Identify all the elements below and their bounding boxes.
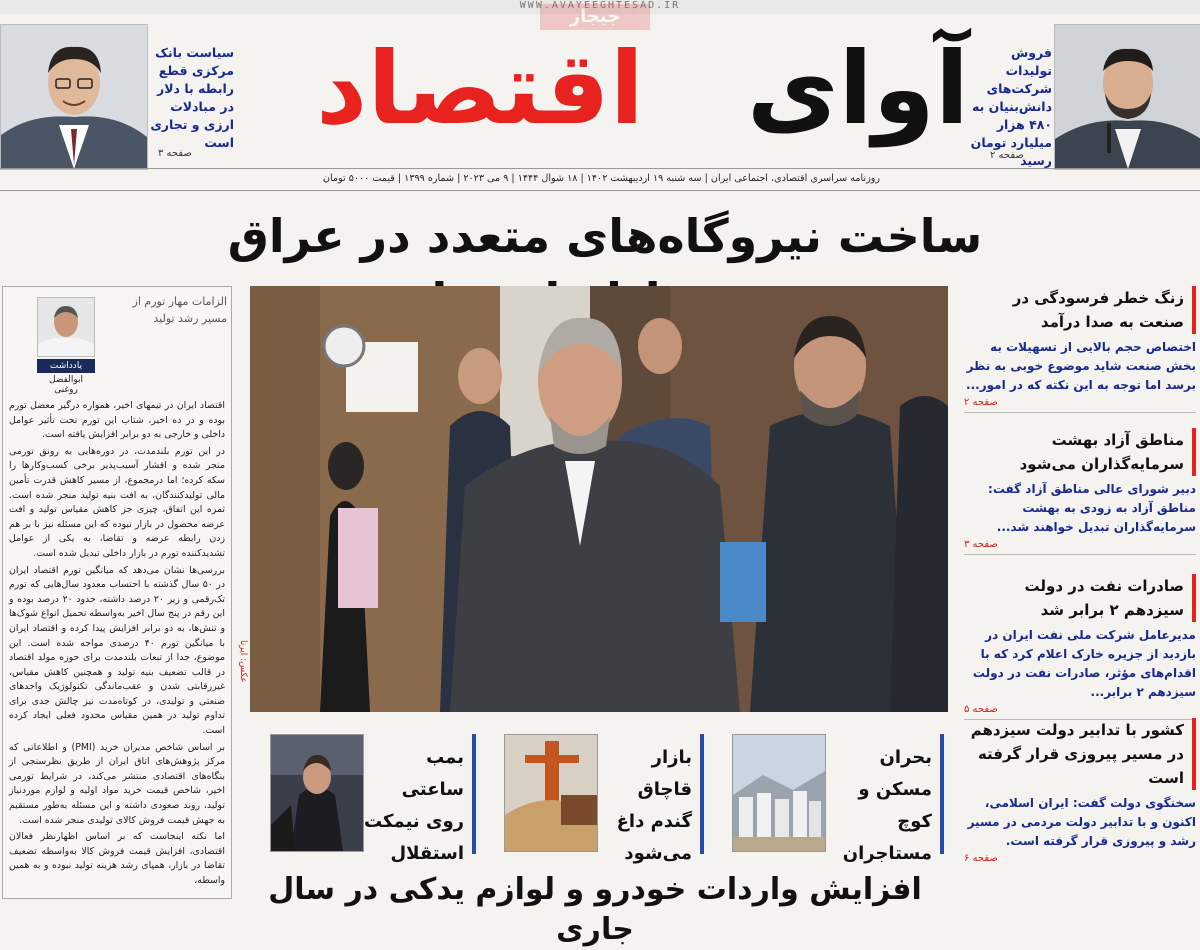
editorial-paragraph: اما نکته اینجاست که بر اساس اظهارنظر فعالان اقتصادی، افزایش قیمت فروش کالا به‌واسطه تضعیف تقاضا در بازار، همپای رشد هزینه تولید نبوده و به همین واسطه،: [9, 831, 225, 886]
box-image-wheat: [504, 734, 598, 852]
box-title[interactable]: بمب ساعتی روی نیمکت استقلال: [363, 747, 464, 864]
right-story-deck: دبیر شورای عالی مناطق آزاد گفت: مناطق آزاد به زودی به بهشت سرمایه‌گذاران تبدیل خواهند شد...: [988, 482, 1196, 534]
right-story-headline[interactable]: زنگ خطر فرسودگی در صنعت به صدا درآمد: [964, 286, 1196, 334]
editorial-paragraph: اقتصاد ایران در تیمهای اخیر، همواره درگیر معضل تورم بوده و در ده اخیر، شتاب این تورم تحت تأثیر عوامل داخلی و خارجی به دو برابر افزایش یافته است.: [9, 400, 225, 441]
editorial-body: [9, 399, 225, 891]
editorial-paragraph: در این تورم بلندمدت، در دوره‌هایی به رونق تورمی منجر شده و اقشار آسیب‌پذیر برخی کسب‌وکارها را سکه کرده؛ اما درمجموع، از مسیر کاهش قدرت تأمین مالی تولیدکنندگان، به افت بنیه تولید منجر شده است. ثمره این اتفاق، چیزی جز کاهش مقیاس تولید و افت عرضه محصول در بازار نبوده که این مسئله نیز با بر هم زدن رابطه عرضه و تقاضا، به یکی از عوامل تشدیدکننده تورم در بازار داخلی تبدیل شده است.: [9, 445, 225, 559]
archive-stamp: جیجار: [540, 4, 650, 30]
box-image-housing: [732, 734, 826, 852]
right-story-divider: [964, 554, 1196, 555]
right-story-headline[interactable]: صادرات نفت در دولت سیزدهم ۲ برابر شد: [964, 574, 1196, 622]
side-left-portrait: [0, 24, 148, 170]
editorial-column: [2, 286, 232, 899]
right-story[interactable]: [964, 718, 1196, 864]
right-story-deck: مدیرعامل شرکت ملی نفت ایران در بازدید از جزیره خارک اعلام کرد که با اقدام‌های مؤثر، صادرات نفت در دولت سیزدهم ۲ برابر...: [972, 628, 1196, 699]
right-story-headline[interactable]: کشور با تدابیر دولت سیزدهم در مسیر پیروزی قرار گرفته است: [964, 718, 1196, 790]
right-story-page[interactable]: صفحه ۶: [964, 853, 998, 864]
right-story[interactable]: [964, 428, 1196, 555]
masthead-title-red: اقتصاد: [316, 30, 644, 147]
box-accent-bar: [940, 734, 944, 854]
editorial-paragraph: بررسی‌ها نشان می‌دهد که میانگین تورم اقتصاد ایران در ۵۰ سال گذشته با احتساب معدود سال‌هایی که تورم تک‌رقمی و زیر ۲۰ درصد داشته، حدود ۲۰ درصد بوده و این رقم در پنج سال اخیر به‌واسطه تحمیل انواع شوک‌ها و تنش‌ها، به دو برابر افزایش پیدا کرده و اقتصاد ایران با میانگین تورم ۴۰ درصدی مواجه شده است. این موضوع، جدا از تبعات بلندمدت برای حوزه مولد اقتصاد در قالب تضعیف بنیه تولید و همچنین کاهش مقیاس، غیررقابتی شدن و عقب‌ماندگی تکنولوژیک واحدهای صنعتی و تولیدی، در کوتاه‌مدت نیز چالش جدی برای تداوم تولید در همین مقیاس محدود فعلی ایجاد کرده است.: [9, 564, 226, 737]
bottom-box[interactable]: [712, 734, 944, 864]
editorial-kicker[interactable]: الزامات مهار تورم از مسیر رشد تولید: [132, 295, 227, 325]
bottom-box[interactable]: [250, 734, 476, 864]
box-accent-bar: [700, 734, 704, 854]
side-left-headline[interactable]: سیاست بانک مرکزی قطع رابطه با دلار در مبادلات ارزی و تجاری است: [150, 45, 234, 150]
right-story-page[interactable]: صفحه ۵: [964, 704, 998, 715]
bottom-box[interactable]: [484, 734, 704, 864]
side-right-page[interactable]: صفحه ۲: [990, 150, 1024, 161]
issue-info-line: روزنامه سراسری اقتصادی، اجتماعی ایران | سه شنبه ۱۹ اردیبهشت ۱۴۰۲ | ۱۸ شوال ۱۴۴۴ | ۹ می ۲۰۲۳ | شماره ۱۳۹۹ | قیمت ۵۰۰۰ تومان: [322, 173, 880, 184]
bottom-headline[interactable]: افزایش واردات خودرو و لوازم یدکی در سال جاری: [268, 872, 922, 947]
side-right-portrait: [1054, 24, 1200, 170]
side-right-headline[interactable]: فروش تولیدات شرکت‌های دانش‌بنیان به ۴۸۰ هزار میلیارد تومان رسید: [970, 45, 1052, 168]
masthead-title-black: آوای: [746, 30, 970, 147]
editorial-tag: یادداشت: [37, 359, 95, 373]
right-story-deck: اختصاص حجم بالایی از تسهیلات به بخش صنعت شاید موضوع خوبی به نظر برسد اما توجه به این نکته که در امور...: [966, 340, 1196, 392]
box-image-football: [270, 734, 364, 852]
editorial-paragraph: بر اساس شاخص مدیران خرید (PMI) و اطلاعاتی که مرکز پژوهش‌های اتاق ایران از طریق نظرسنجی از بنگاه‌های اقتصادی منتشر می‌کند، در شرایط تورمی اخیر، شاخص قیمت خرید مواد اولیه و لوازم موردنیاز تولید، روند صعودی داشته و این مسئله به‌طور مستقیم به جهش قیمت فروش کالای تولیدی منجر شده است.: [9, 741, 225, 826]
right-story[interactable]: [964, 574, 1196, 720]
box-title[interactable]: بحران مسکن و کوچ مستاجران: [842, 747, 932, 864]
box-title[interactable]: بازار قاچاق گندم داغ می‌شود: [616, 747, 692, 864]
right-story-headline[interactable]: مناطق آزاد بهشت سرمایه‌گذاران می‌شود: [964, 428, 1196, 476]
author-portrait: [37, 297, 95, 357]
right-story-page[interactable]: صفحه ۲: [964, 397, 998, 408]
website-url[interactable]: WWW.AVAYEEGHTESAD.IR: [519, 0, 681, 11]
box-accent-bar: [472, 734, 476, 854]
right-story[interactable]: [964, 286, 1196, 413]
right-story-page[interactable]: صفحه ۳: [964, 539, 998, 550]
main-headline[interactable]: ساخت نیروگاه‌های متعدد در عراق: [227, 209, 983, 263]
main-photo: [250, 286, 948, 712]
author-name: ابوالفضل روغنی: [48, 375, 84, 395]
photo-credit: عکس: ایرنا: [238, 640, 248, 683]
right-story-divider: [964, 412, 1196, 413]
right-story-deck: سخنگوی دولت گفت: ایران اسلامی، اکنون و با تدابیر دولت مردمی در مسیر رشد و پیروزی قرار گرفته است.: [967, 796, 1196, 848]
side-left-page[interactable]: صفحه ۳: [158, 148, 192, 159]
masthead-rule-top: [0, 168, 1200, 169]
masthead-rule-bottom: [0, 190, 1200, 191]
